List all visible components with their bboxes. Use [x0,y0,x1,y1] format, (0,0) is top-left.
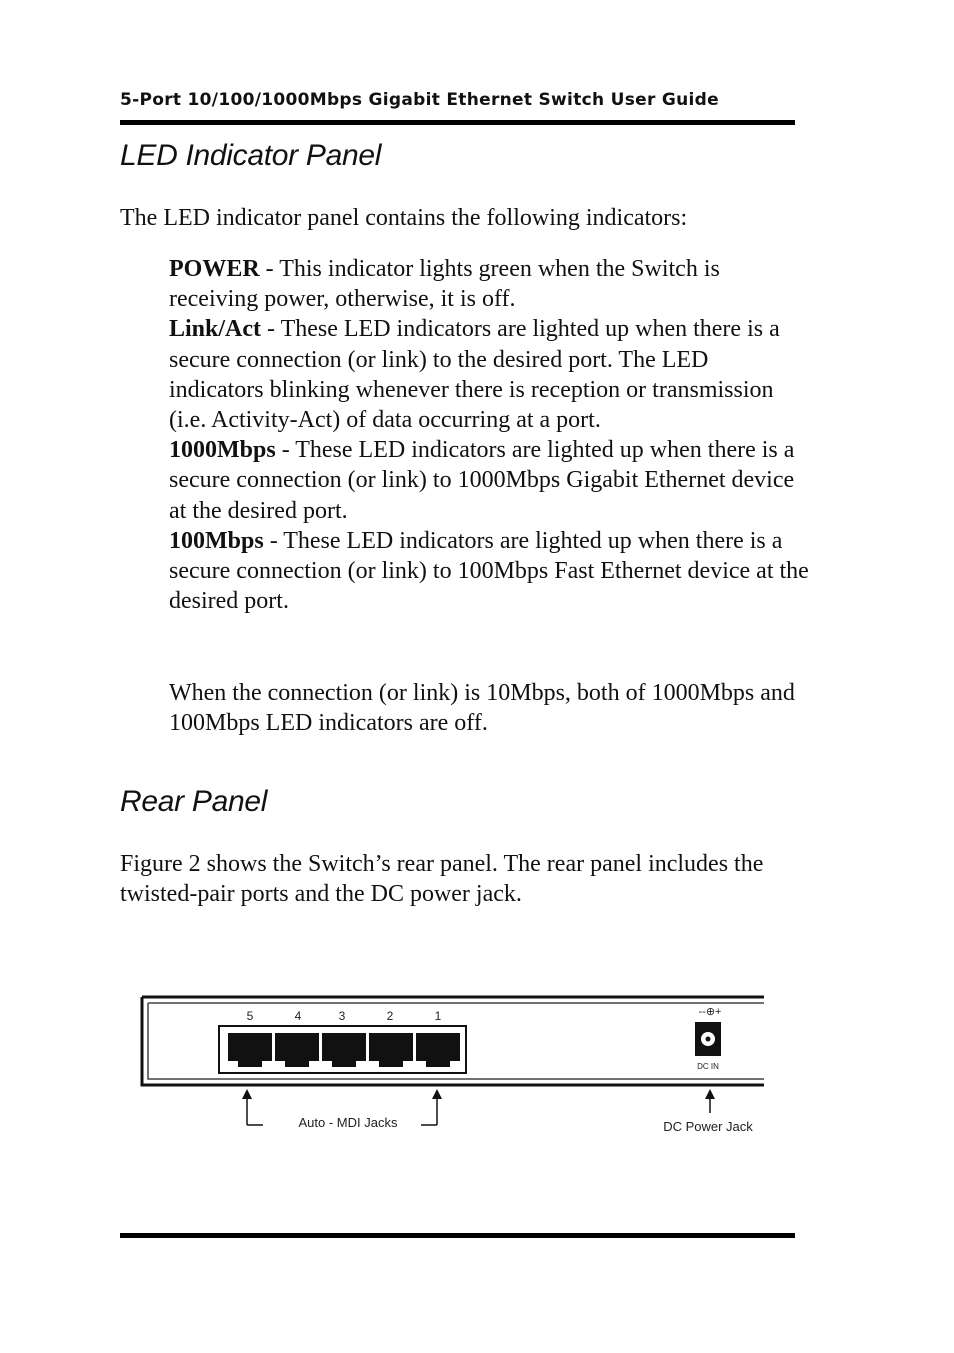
running-title: 5-Port 10/100/1000Mbps Gigabit Ethernet Switch User Guide [120,90,719,110]
section-heading-rear: Rear Panel [120,785,268,818]
dc-jack-pin [706,1037,711,1042]
indicator-term: Link/Act [169,316,262,343]
indicator-term: 1000Mbps [169,437,276,464]
indicator-100mbps [169,526,809,617]
led-indicator-list [169,254,809,616]
arrow-up-icon [242,1089,252,1099]
rear-panel-figure [130,985,770,1145]
arrow-up-icon [705,1089,715,1099]
port-number-2: 2 [386,1009,394,1023]
port-number-5: 5 [246,1009,254,1023]
indicator-term: 100Mbps [169,527,264,554]
dc-in-label: DC IN [697,1062,719,1071]
indicator-description: - This indicator lights green when the Switch is receiving power, otherwise, it is off. [169,256,720,313]
indicator-description: - These LED indicators are lighted up when there is a secure connection (or link) to 1000Mbps Gigabit Ethernet device at the desired port. [169,437,795,524]
indicator-description: - These LED indicators are lighted up when there is a secure connection (or link) to the desired port. The LED indicators blinking whenever there is reception or transmission (i.e. Activity-Act) of data occurring at a port. [169,316,780,434]
power-jack-label: DC Power Jack [663,1119,753,1134]
port-number-4: 4 [294,1009,302,1023]
indicator-description: - These LED indicators are lighted up when there is a secure connection (or link) to 100Mbps Fast Ethernet device at the desired port. [169,527,809,615]
indicator-term: POWER [169,256,260,282]
indicator-link-act [169,314,809,435]
indicator-1000mbps [169,435,809,526]
port-number-3: 3 [338,1009,346,1023]
indicator-power [169,254,809,314]
led-10mbps-note: When the connection (or link) is 10Mbps, both of 1000Mbps and 100Mbps LED indicators are off. [169,680,795,737]
rear-intro: Figure 2 shows the Switch’s rear panel. The rear panel includes the twisted-pair ports and the DC power jack. [120,851,764,908]
port-number-1: 1 [434,1009,442,1023]
jacks-label: Auto - MDI Jacks [298,1115,398,1130]
led-intro: The LED indicator panel contains the following indicators: [120,205,688,231]
footer-rule [120,1233,795,1238]
section-heading-led: LED Indicator Panel [120,139,382,172]
arrow-up-icon [432,1089,442,1099]
header-rule [120,120,795,125]
dc-polarity-symbol: --⊕+ [698,1006,722,1018]
